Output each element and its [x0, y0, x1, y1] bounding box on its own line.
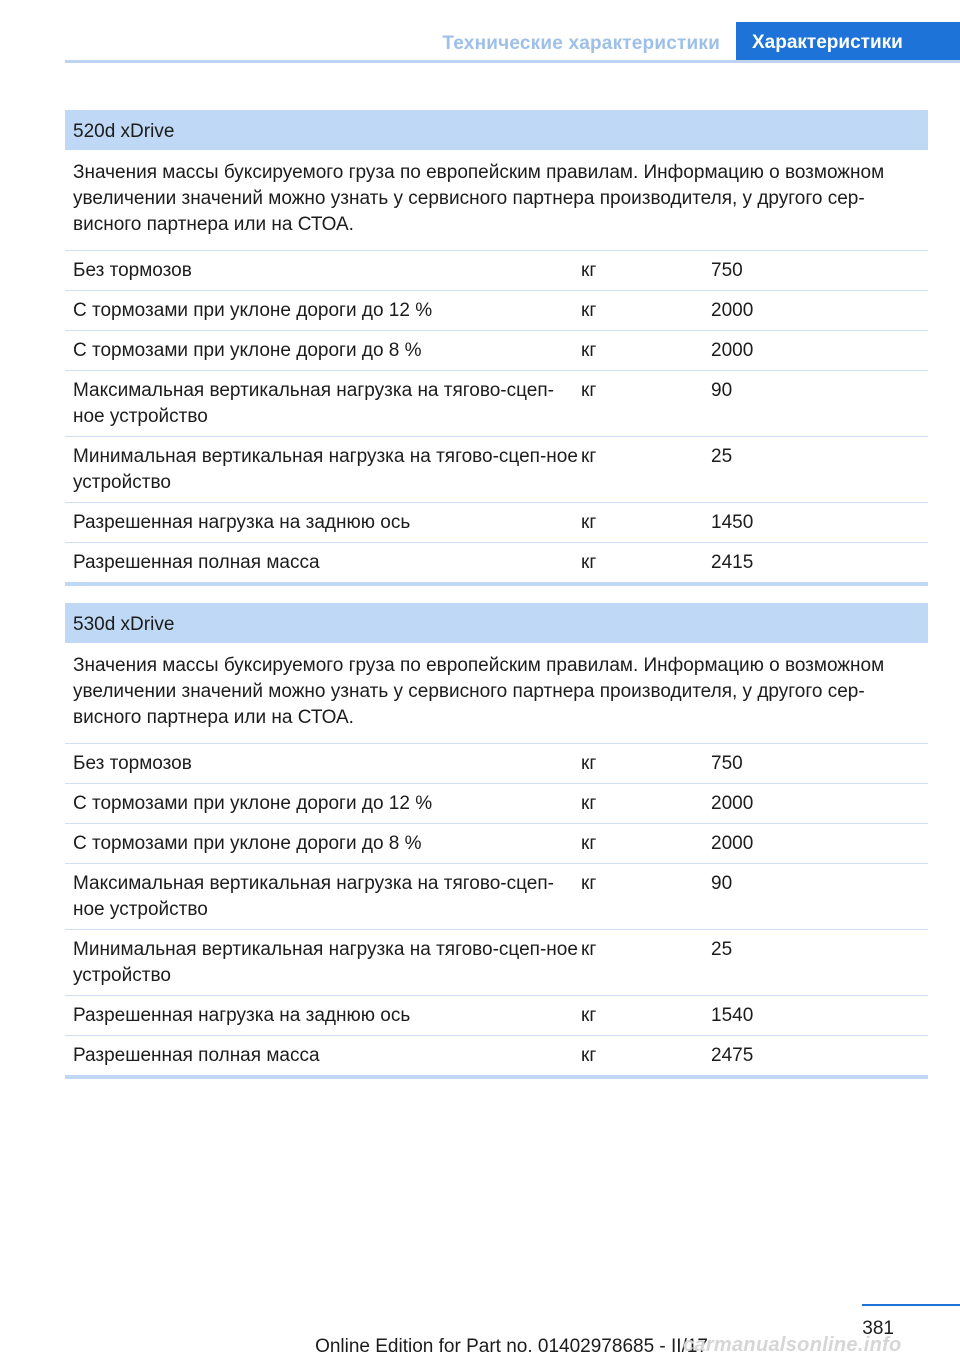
table-row [65, 1036, 928, 1079]
spec-table-530d [65, 603, 928, 1079]
breadcrumb-section: Технические характеристики [442, 33, 720, 54]
row-unit: кг [581, 512, 597, 533]
row-unit: кг [581, 793, 597, 814]
table-row [65, 543, 928, 586]
row-value: 1540 [711, 1005, 754, 1026]
row-label: Без тормозов [73, 260, 192, 281]
row-label: Максимальная вертикальная нагрузка на тягово-сцеп-ное устройство [73, 873, 554, 920]
table-note: Значения массы буксируемого груза по европейским правилам. Информацию о возможном увеличении значений можно узнать у сервисного партнера производителя, у другого сер-висного партнера или на СТОА. [65, 643, 928, 744]
page-number: 381 [862, 1318, 894, 1339]
row-value: 2000 [711, 833, 754, 854]
breadcrumb-chapter: Характеристики [736, 22, 960, 62]
row-unit: кг [581, 446, 597, 467]
row-label: Максимальная вертикальная нагрузка на тягово-сцеп-ное устройство [73, 380, 554, 427]
row-label: С тормозами при уклоне дороги до 8 % [73, 340, 422, 361]
spec-table-520d [65, 110, 928, 586]
table-row [65, 291, 928, 331]
row-label: Разрешенная нагрузка на заднюю ось [73, 512, 411, 533]
watermark: carmanualsonline.info [683, 1334, 902, 1356]
row-unit: кг [581, 873, 597, 894]
row-value: 25 [711, 939, 733, 960]
table-row [65, 371, 928, 437]
row-unit: кг [581, 1005, 597, 1026]
footer-divider [862, 1304, 960, 1306]
row-label: Минимальная вертикальная нагрузка на тягово-сцеп-ное устройство [73, 446, 578, 493]
row-unit: кг [581, 300, 597, 321]
table-row [65, 437, 928, 503]
row-label: С тормозами при уклоне дороги до 12 % [73, 300, 433, 321]
row-value: 750 [711, 753, 743, 774]
table-row [65, 331, 928, 371]
table-title: 520d xDrive [65, 110, 928, 150]
table-note: Значения массы буксируемого груза по европейским правилам. Информацию о возможном увеличении значений можно узнать у сервисного партнера производителя, у другого сер-висного партнера или на СТОА. [65, 150, 928, 251]
row-label: С тормозами при уклоне дороги до 12 % [73, 793, 433, 814]
row-label: Разрешенная нагрузка на заднюю ось [73, 1005, 411, 1026]
row-label: Минимальная вертикальная нагрузка на тягово-сцеп-ное устройство [73, 939, 578, 986]
table-row [65, 930, 928, 996]
row-label: С тормозами при уклоне дороги до 8 % [73, 833, 422, 854]
row-unit: кг [581, 939, 597, 960]
row-unit: кг [581, 1045, 597, 1066]
table-row [65, 824, 928, 864]
row-unit: кг [581, 753, 597, 774]
row-unit: кг [581, 260, 597, 281]
row-unit: кг [581, 340, 597, 361]
table-title: 530d xDrive [65, 603, 928, 643]
table-row [65, 503, 928, 543]
row-value: 2000 [711, 300, 754, 321]
page-header [0, 0, 960, 62]
table-row [65, 784, 928, 824]
row-value: 2415 [711, 552, 754, 573]
row-value: 2000 [711, 340, 754, 361]
row-value: 750 [711, 260, 743, 281]
row-label: Разрешенная полная масса [73, 552, 320, 573]
row-unit: кг [581, 833, 597, 854]
row-value: 2475 [711, 1045, 754, 1066]
header-divider [65, 60, 960, 63]
row-value: 90 [711, 873, 733, 894]
row-value: 25 [711, 446, 733, 467]
row-unit: кг [581, 380, 597, 401]
row-unit: кг [581, 552, 597, 573]
row-label: Разрешенная полная масса [73, 1045, 320, 1066]
edition-line: Online Edition for Part no. 01402978685 - II/17 [315, 1336, 708, 1357]
row-value: 2000 [711, 793, 754, 814]
row-value: 90 [711, 380, 733, 401]
row-value: 1450 [711, 512, 754, 533]
table-row [65, 744, 928, 784]
table-row [65, 251, 928, 291]
table-row [65, 996, 928, 1036]
row-label: Без тормозов [73, 753, 192, 774]
table-row [65, 864, 928, 930]
